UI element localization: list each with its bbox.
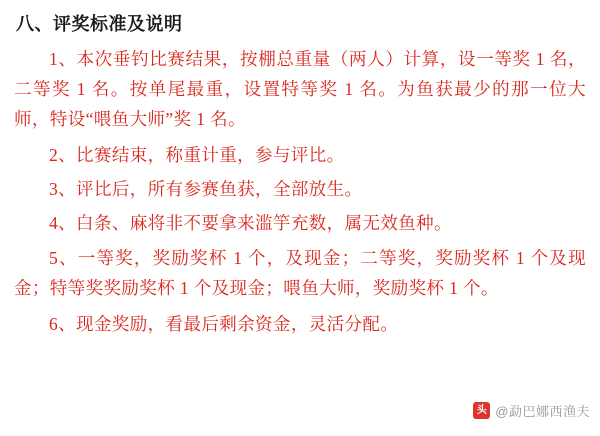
page-title: 八、评奖标准及说明 (16, 14, 183, 34)
toutiao-logo-icon: 头条 (473, 402, 490, 419)
paragraph-5: 5、一等奖，奖励奖杯 1 个，及现金；二等奖，奖励奖杯 1 个及现金；特等奖奖励奖杯 1 个及现金；喂鱼大师，奖励奖杯 1 个。 (14, 247, 586, 298)
paragraph-2: 2、比赛结束，称重计重，参与评比。 (49, 145, 345, 166)
watermark-username: @勐巴娜西渔夫 (495, 404, 590, 419)
paragraph-1: 1、本次垂钓比赛结果，按棚总重量（两人）计算，设一等奖 1 名，二等奖 1 名。按单尾最重，设置特等奖 1 名。为鱼获最少的那一位大师，特设“喂鱼大师”奖 1 名。 (14, 49, 586, 130)
watermark (473, 401, 590, 433)
paragraph-4: 4、白条、麻将非不要拿来滥竽充数，属无效鱼种。 (49, 213, 452, 234)
paragraph-3: 3、评比后，所有参赛鱼获，全部放生。 (49, 179, 363, 200)
paragraph-6: 6、现金奖励，看最后剩余资金，灵活分配。 (49, 313, 399, 334)
